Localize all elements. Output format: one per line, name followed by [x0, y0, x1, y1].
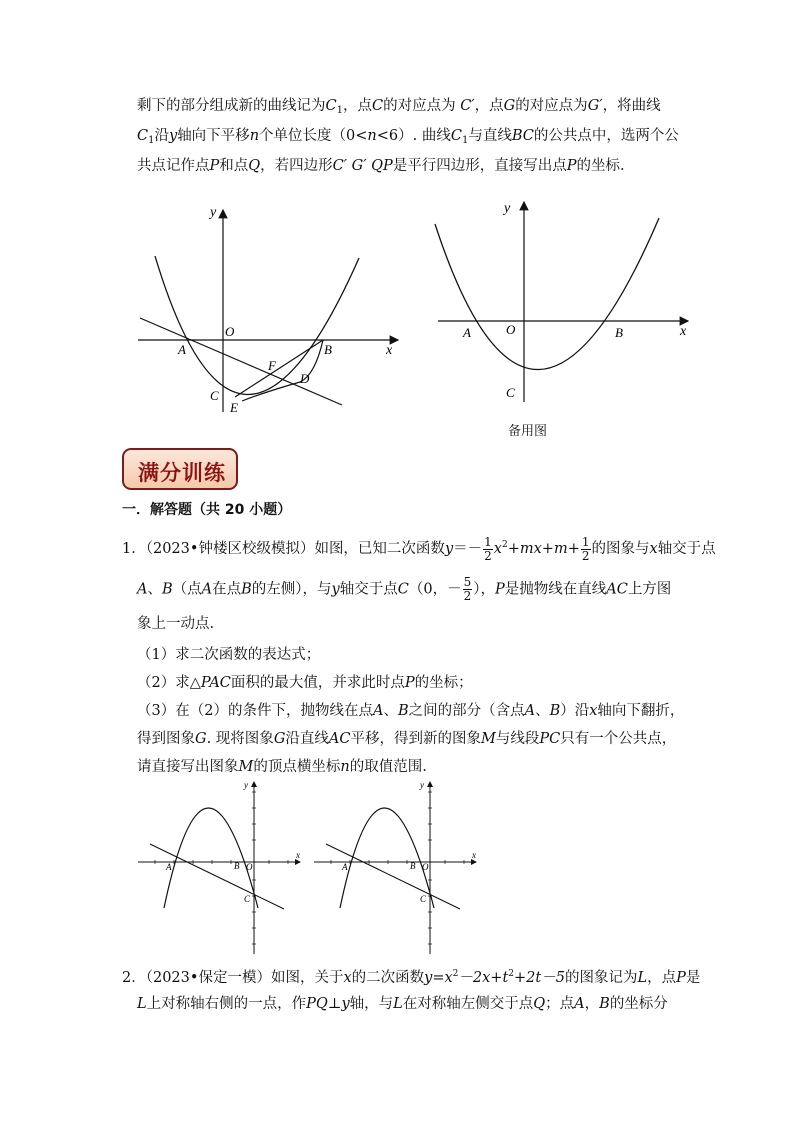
label-x: x [680, 324, 687, 339]
parabola-curve [435, 218, 659, 370]
label-x: x [386, 343, 393, 358]
q1-sub-1: （1）求二次函数的表达式； [137, 647, 321, 663]
label-c: C [244, 894, 251, 904]
label-b: B [410, 861, 416, 871]
curve-ce [242, 382, 300, 401]
label-x: x [296, 850, 300, 860]
label-c: C [210, 388, 219, 403]
label-y: y [210, 205, 217, 220]
label-o: O [246, 862, 253, 872]
label-a: A [178, 342, 186, 357]
line-ac [150, 844, 284, 909]
figure-1-parabola [130, 200, 410, 420]
q2-line-2: L上对称轴右侧的一点，作PQ⊥y轴，与L在对称轴左侧交于点Q；点A，B的坐标分 [137, 996, 668, 1012]
q1-line-3: 象上一动点. [137, 616, 215, 632]
label-a: A [342, 862, 348, 872]
label-f: F [268, 358, 276, 373]
figure-3-grid-parabola [136, 778, 306, 956]
line-ac [326, 844, 460, 909]
q1-line-1: 1．（2023•钟楼区校级模拟）如图，已知二次函数y＝－ $\frac{1}{2}$ $x^2+mx+m+$ $\frac{1}{2}$ 的图象与x轴交于点 [122, 534, 716, 563]
label-x: x [472, 850, 476, 860]
label-y: y [244, 780, 248, 790]
q2-line-1: 2．（2023•保定一模）如图，关于x的二次函数$y=x^2-2x+t^2+2t-5$的图象记为L，点P是 [122, 969, 701, 986]
q1-sub-3: （3）在（2）的条件下，抛物线在点A、B之间的部分（含点A、B）沿x轴向下翻折， [137, 703, 685, 719]
label-c: C [506, 385, 515, 400]
q1-sub-3-line-2: 得到图象G. 现将图象G沿直线AC平移，得到新的图象M与线段PC只有一个公共点， [137, 731, 677, 747]
label-d: D [300, 371, 310, 386]
section-badge: 满分训练 [122, 448, 238, 490]
label-y: y [504, 201, 511, 216]
label-b: B [234, 861, 240, 871]
label-b: B [615, 325, 623, 340]
label-o: O [422, 862, 429, 872]
label-a: A [166, 862, 172, 872]
figure-2-spare [430, 196, 700, 406]
intro-line-2: $C_1$沿y轴向下平移n个单位长度（0<n<6）. 曲线$C_1$与直线BC的公共点中，选两个公 [137, 128, 679, 146]
label-a: A [463, 325, 471, 340]
figure-2-caption: 备用图 [508, 424, 548, 439]
label-c: C [420, 894, 427, 904]
label-b: B [324, 342, 332, 357]
label-o: O [225, 324, 235, 339]
label-y: y [420, 780, 424, 790]
figure-4-grid-parabola [312, 778, 482, 956]
q1-sub-3-line-3: 请直接写出图象M的顶点横坐标n的取值范围. [137, 759, 427, 775]
intro-line-1: 剩下的部分组成新的曲线记为$C_1$，点C的对应点为 C′，点G的对应点为G′，将曲线 [137, 98, 661, 116]
q1-sub-2: （2）求△PAC面积的最大值，并求此时点P的坐标； [137, 675, 473, 691]
line-through-a [140, 318, 342, 405]
part-heading: 一．解答题（共 20 小题） [122, 502, 292, 518]
q1-line-2: A、B（点A在点B的左侧），与y轴交于点C（0，－ $\frac{5}{2}$ ），P是抛物线在直线AC上方图 [137, 575, 672, 603]
parabola-curve [155, 256, 359, 395]
label-o: O [506, 322, 516, 337]
label-e: E [230, 400, 238, 415]
intro-line-3: 共点记作点P和点Q，若四边形C′ G′ QP是平行四边形，直接写出点P的坐标. [137, 158, 625, 174]
